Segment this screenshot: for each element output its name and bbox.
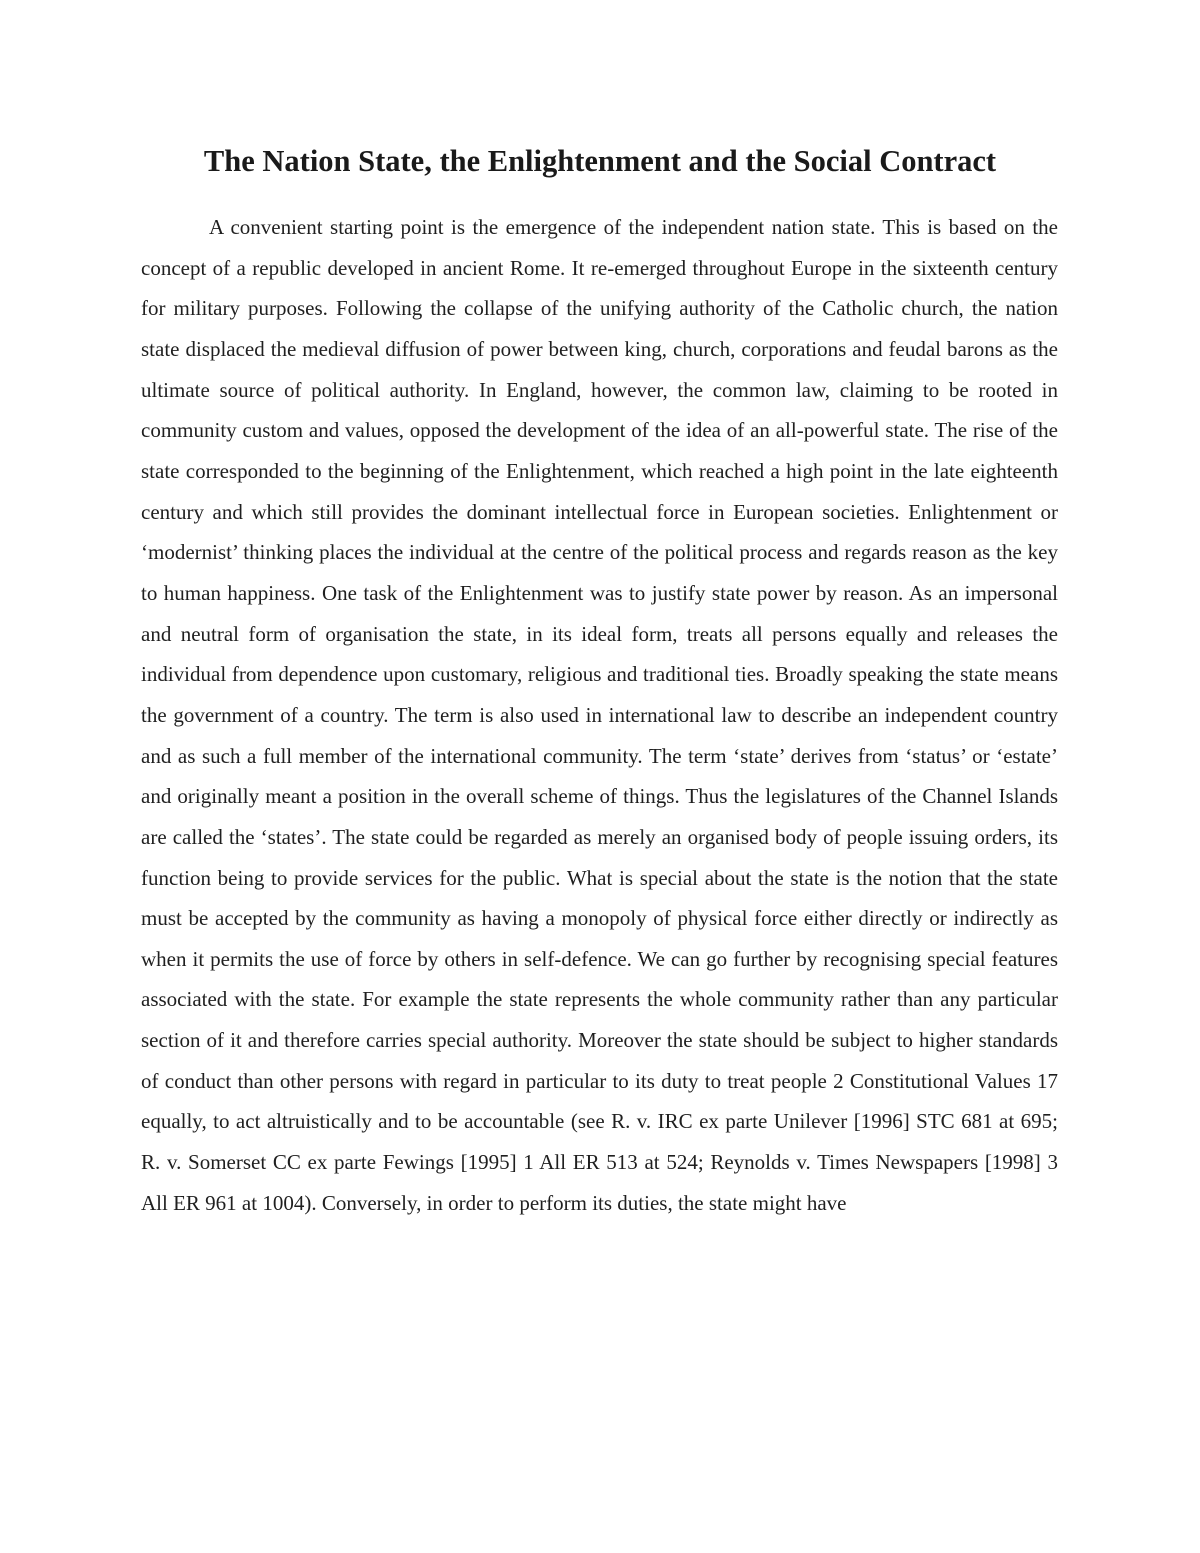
body-paragraph: A convenient starting point is the emergence of the independent nation state. This is based on the concept of a republic developed in ancient Rome. It re-emerged throughout Europe in the sixteenth century for military purposes. Following the collapse of the unifying authority of the Catholic church, the nation state displaced the medieval diffusion of power between king, church, corporations and feudal barons as the ultimate source of political authority. In England, however, the common law, claiming to be rooted in community custom and values, opposed the development of the idea of an all-powerful state. The rise of the state corresponded to the beginning of the Enlightenment, which reached a high point in the late eighteenth century and which still provides the dominant intellectual force in European societies. Enlightenment or ‘modernist’ thinking places the individual at the centre of the political process and regards reason as the key to human happiness. One task of the Enlightenment was to justify state power by reason. As an impersonal and neutral form of organisation the state, in its ideal form, treats all persons equally and releases the individual from dependence upon customary, religious and traditional ties. Broadly speaking the state means the government of a country. The term is also used in international law to describe an independent country and as such a full member of the international community. The term ‘state’ derives from ‘status’ or ‘estate’ and originally meant a position in the overall scheme of things. Thus the legislatures of the Channel Islands are called the ‘states’. The state could be regarded as merely an organised body of people issuing orders, its function being to provide services for the public. What is special about the state is the notion that the state must be accepted by the community as having a monopoly of physical force either directly or indirectly as when it permits the use of force by others in self-defence. We can go further by recognising special features associated with the state. For example the state represents the whole community rather than any particular section of it and therefore carries special authority. Moreover the state should be subject to higher standards of conduct than other persons with regard in particular to its duty to treat people 2 Constitutional Values 17 equally, to act altruistically and to be accountable (see R. v. IRC ex parte Unilever [1996] STC 681 at 695; R. v. Somerset CC ex parte Fewings [1995] 1 All ER 513 at 524; Reynolds v. Times Newspapers [1998] 3 All ER 961 at 1004). Conversely, in order to perform its duties, the state might have bbox=[141, 215, 1058, 1215]
document-title: The Nation State, the Enlightenment and the Social Contract bbox=[203, 144, 997, 178]
